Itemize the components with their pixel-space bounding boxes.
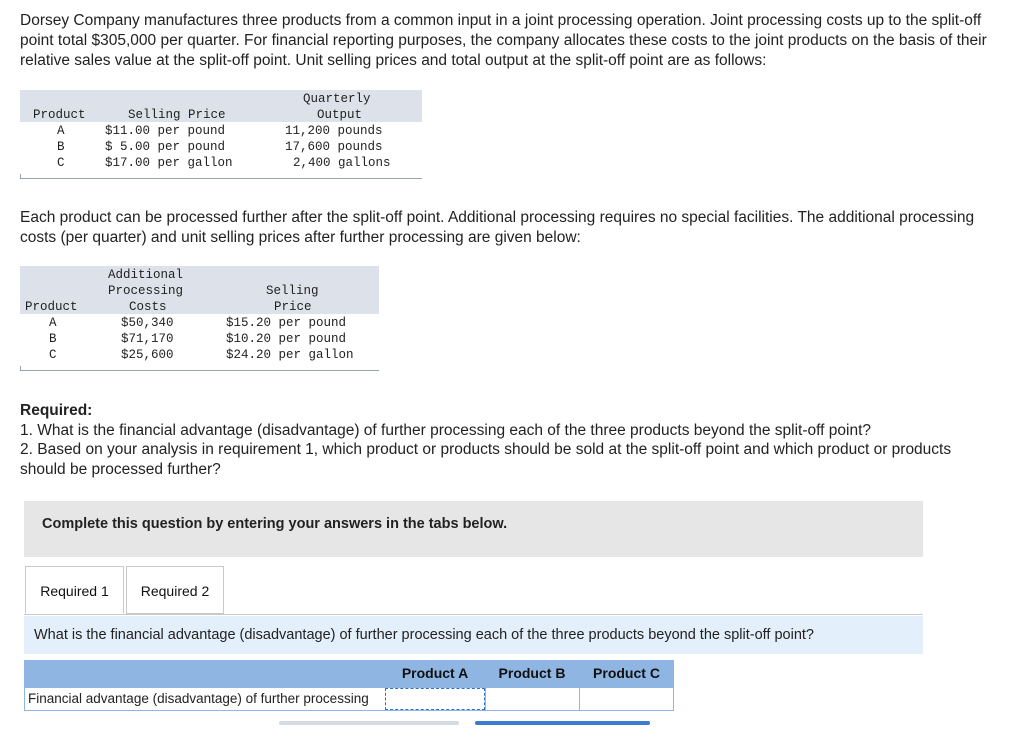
product-b-advantage-input[interactable] (485, 688, 579, 710)
table-rule-tick (20, 366, 21, 371)
answer-row-label: Financial advantage (disadvantage) of further processing (28, 691, 369, 706)
table-row-price: $10.20 per pound (226, 332, 347, 346)
col-header-output: Output (317, 108, 363, 122)
instruction-text: Complete this question by entering your answers in the tabs below. (42, 516, 508, 532)
further-processing-paragraph: Each product can be processed further after the split-off point. Additional processing requires no special facilities. The additional processing costs (per quarter) and unit selling prices after further processing are given below: (20, 209, 975, 246)
product-a-advantage-input[interactable] (385, 688, 485, 710)
col-header-price: Price (274, 300, 312, 314)
col-header-product-b: Product B (498, 665, 566, 681)
tab-required-2[interactable]: Required 2 (126, 566, 224, 614)
table-row-product: C (49, 348, 57, 362)
question-text: What is the financial advantage (disadvantage) of further processing each of the three products beyond the split-off point? (24, 616, 923, 654)
intro-paragraph: Dorsey Company manufactures three products from a common input in a joint processing operation. Joint processing costs up to the split-off point total $305,000 per quarter. For financial reporting purposes, the company allocates these costs to the joint products on the basis of their relative sales value at the split-off point. Unit selling prices and total output at the split-off point are as follows: (20, 12, 987, 69)
table-row-product: B (57, 140, 65, 154)
table-row-price: $ 5.00 per pound (105, 140, 226, 154)
table-row-product: C (57, 156, 65, 170)
col-header-product: Product (25, 300, 78, 314)
further-processing-table (20, 266, 379, 376)
split-off-table (20, 90, 422, 184)
product-c-advantage-input[interactable] (579, 688, 673, 710)
table-row-product: A (57, 124, 65, 138)
table-row-price: $15.20 per pound (226, 316, 347, 330)
tab-required-1[interactable]: Required 1 (25, 566, 124, 614)
col-header-quarterly: Quarterly (303, 92, 371, 106)
col-header-product: Product (33, 108, 86, 122)
table-row-product: A (49, 316, 57, 330)
table-row-price: $11.00 per pound (105, 124, 226, 138)
table-row-output: 17,600 pounds (285, 140, 383, 154)
table-row-cost: $25,600 (121, 348, 174, 362)
instruction-box (24, 501, 923, 557)
col-header-product-c: Product C (593, 665, 660, 681)
prev-tab-button[interactable] (279, 721, 459, 725)
table-row-cost: $71,170 (121, 332, 174, 346)
table-row-output: 2,400 gallons (293, 156, 391, 170)
table-row-output: 11,200 pounds (285, 124, 383, 138)
required-item-2: 2. Based on your analysis in requirement 1, which product or products should be sold at the split-off point and which product or products should be processed further? (20, 441, 952, 478)
table-row-price: $24.20 per gallon (226, 348, 354, 362)
table-bottom-rule (20, 370, 379, 371)
col-header-processing: Processing (108, 284, 184, 298)
col-header-selling-price: Selling Price (128, 108, 226, 122)
col-header-product-a: Product A (401, 665, 469, 681)
table-row-cost: $50,340 (121, 316, 174, 330)
table-row-price: $17.00 per gallon (105, 156, 233, 170)
col-header-additional: Additional (108, 268, 184, 282)
required-heading: Required: (20, 402, 93, 419)
required-item-1: 1. What is the financial advantage (disadvantage) of further processing each of the three products beyond the split-off point? (20, 422, 872, 439)
col-header-selling: Selling (266, 284, 319, 298)
next-tab-button[interactable] (475, 721, 650, 725)
table-bottom-rule (20, 178, 422, 179)
col-header-costs: Costs (129, 300, 167, 314)
table-row-product: B (49, 332, 57, 346)
table-rule-tick (20, 174, 21, 179)
